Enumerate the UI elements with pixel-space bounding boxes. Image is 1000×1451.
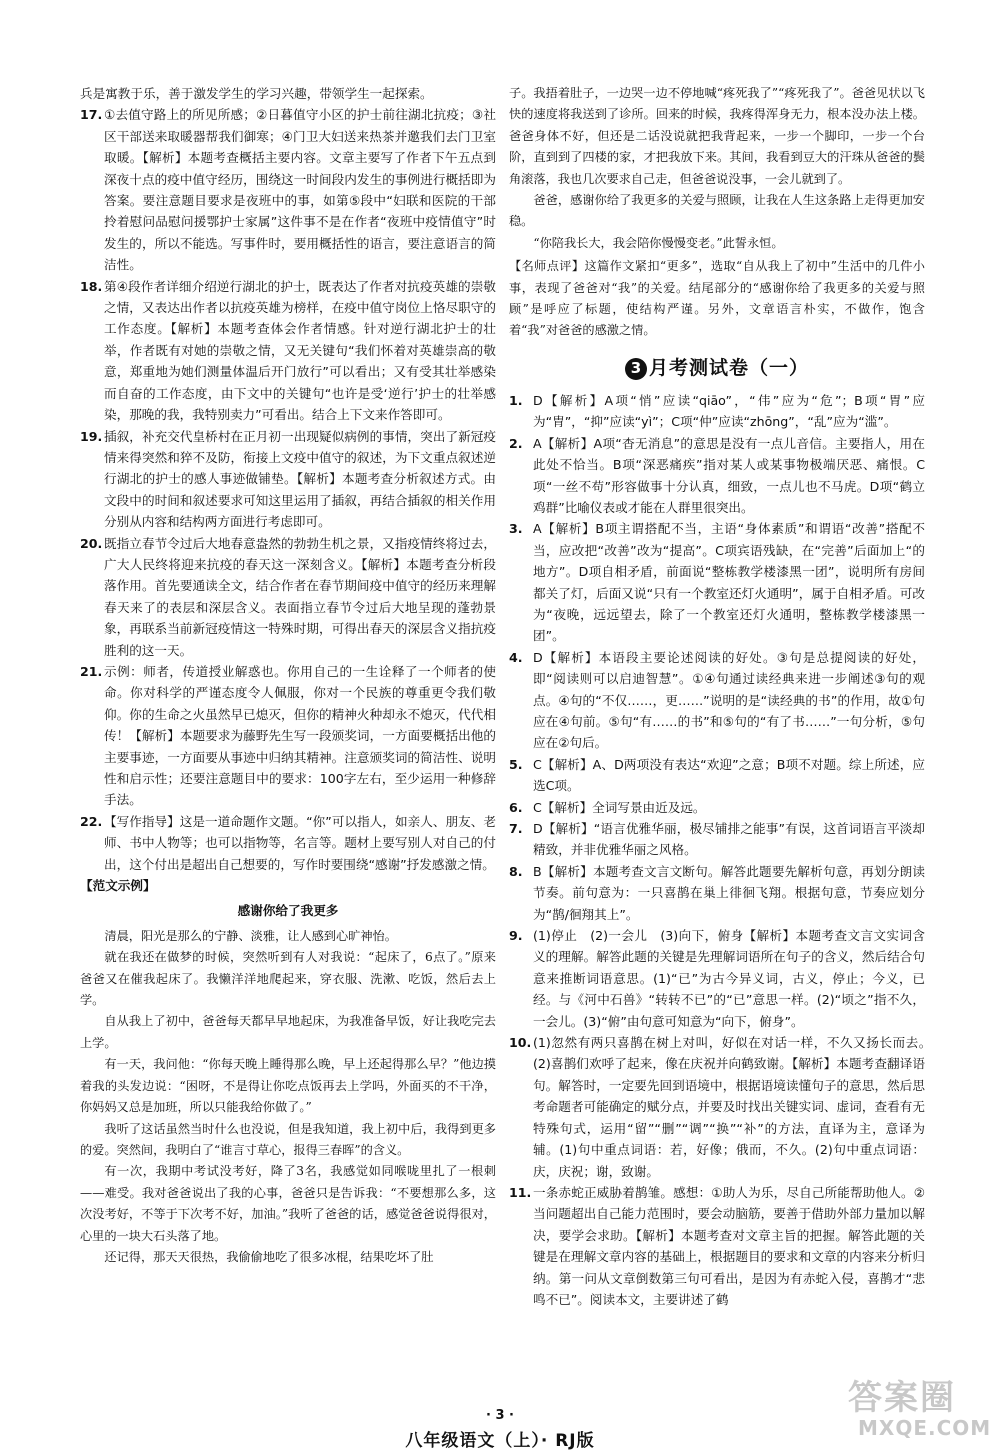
answer-17: [80, 104, 496, 275]
answer-number: 11.: [509, 1184, 532, 1200]
answer-text: 第④段作者详细介绍逆行湖北的护士，既表达了作者对抗疫英雄的崇敬之情，又表达出作者以抗疫英雄为榜样，在疫中值守岗位上恪尽职守的工作态度。【解析】本题考查体会作者情感。针对逆行湖北护士的壮举，作者既有对她的崇敬之情，又无关键句“我们怀着对英雄崇高的敬意，郑重地为她们测量体温后开门放行”可以看出；又有受其壮举感染而自奋的工作态度，由下文中的关键句“也许是受‘逆行’护士的壮举感染，那晚的我，我特别卖力”可看出。结合上下文来作答即可。: [104, 278, 496, 423]
answer-3: [509, 518, 925, 646]
answer-10: [509, 1032, 938, 1182]
answer-20: [80, 533, 496, 661]
answer-1: [509, 390, 925, 433]
answer-text: C【解析】A、D两项没有表达“欢迎”之意；B项不对题。综上所述，应选C项。: [533, 756, 925, 794]
essay-paragraph: 子。我捂着肚子，一边哭一边不停地喊“疼死我了”“疼死我了”。爸爸见状以飞快的速度将我送到了诊所。回来的时候，我疼得浑身无力，根本没办法上楼。爸爸身体不好，但还是二话没说就把我背起来，一步一个脚印，一步一个台阶，直到到了四楼的家，才把我放下来。其间，我看到豆大的汗珠从爸爸的鬓角滚落，我也几次要求自己走，但爸爸说没事，一会儿就到了。: [509, 86, 925, 186]
essay-paragraph: 爸爸，感谢你给了我更多的关爱与照顾，让我在人生这条路上走得更加安稳。: [509, 193, 925, 229]
answer-number: 19.: [80, 428, 103, 444]
answer-21: [80, 661, 496, 811]
answer-text: 一条赤蛇正威胁着鹊雏。感想：①助人为乐，尽自己所能帮助他人。②当问题超出自己能力范围时，要会动脑筋，要善于借助外部力量加以解决，要学会求助。【解析】本题考查对文章主旨的把握。解答此题的关键是在理解文章内容的基础上，根据题目的要求和文章的内容来分析归纳。第一问从文章倒数第三句可看出，是因为有赤蛇入侵，喜鹊才“悲鸣不已”。阅读本文，主要讲述了鹤: [533, 1184, 925, 1307]
answer-7: [509, 818, 925, 861]
answer-text: ①去值守路上的所见所感；②日暮值守小区的护士前往湖北抗疫；③社区干部送来取暖器帮我们御寒；④门卫大妇送来热茶并邀我们去门卫室取暖。【解析】本题考查概括主要内容。文章主要写了作者下午五点到深夜十点的疫中值守经历，围绕这一时间段内发生的事例进行概括即为答案。要注意题目要求是夜班中的事，如第⑤段中“妇联和医院的干部拎着慰问品慰问援鄂护士家属”这件事不是在作者“夜班中疫情值守”时发生的，所以不能选。写事件时，要用概括性的语言，要注意语言的简洁性。: [104, 107, 496, 273]
essay-body: [80, 926, 496, 1269]
answer-22: [80, 811, 496, 875]
sample-essay-heading: 【范文示例】: [80, 878, 156, 894]
answer-text: C【解析】全词写景由近及远。: [533, 799, 706, 815]
answer-number: 21.: [80, 663, 103, 679]
answer-text: B【解析】本题考查文言文断句。解答此题要先解析句意，再划分朗读节奏。前句意为：一只喜鹊在巢上徘徊飞翔。根据句意，节奏应划分为“鹊/徊翔其上”。: [533, 863, 925, 922]
right-column: [509, 83, 938, 1310]
page-number: · 3 ·: [486, 1408, 514, 1423]
answer-number: 3.: [509, 521, 523, 537]
teacher-comment: 【名师点评】这篇作文紧扣“更多”，选取“自从我上了初中”生活中的几件小事，表现了爸爸对“我”的关爱。结尾部分的“感谢你给了我更多的关爱与照顾”是呼应了标题，使结构严谨。另外，文章语言朴实，不做作，饱含着“我”对爸爸的感激之情。: [509, 259, 925, 338]
essay-paragraph: 有一天，我问他：“你每天晚上睡得那么晚，早上还起得那么早？”他边摸着我的头发边说：“困呀，不是得让你吃点饭再去上学吗，外面买的不干净，你妈妈又总是加班，所以只能我给你做了。”: [80, 1057, 496, 1115]
section-title: [509, 358, 925, 380]
left-column: [80, 83, 496, 1268]
answer-9: [509, 925, 925, 1032]
answer-number: 5.: [509, 756, 523, 772]
answer-number: 4.: [509, 649, 523, 665]
answer-text: A【解析】B项主谓搭配不当，主语“身体素质”和谓语“改善”搭配不当，应改把“改善”改为“提高”。C项宾语残缺，在“完善”后面加上“的地方”。D项自相矛盾，前面说“整栋教学楼漆黑一团”，说明所有房间都关了灯，后面又说“只有一个教室还灯火通明”，属于自相矛盾。可改为“夜晚，远远望去，除了一个教室还灯火通明，整栋教学楼漆黑一团”。: [533, 521, 925, 644]
answer-text: (1)停止 (2)一会儿 (3)向下，俯身【解析】本题考查文言文实词含义的理解。解答此题的关键是先理解词语所在句子的含义，然后结合句意来推断词语意思。(1)“已”为古今异义词，古义，停止；今义，已经。与《河中石兽》“转转不已”的“已”意思一样。(2)“顷之”指不久，一会儿。(3)“俯”由句意可知意为“向下，俯身”。: [533, 928, 925, 1029]
essay-paragraph: 自从我上了初中，爸爸每天都早早地起床，为我准备早饭，好让我吃完去上学。: [80, 1014, 496, 1050]
watermark-logo: 答案圈: [848, 1378, 956, 1418]
answer-number: 20.: [80, 535, 103, 551]
answer-text: 示例：师者，传道授业解惑也。你用自己的一生诠释了一个师者的使命。你对科学的严谨态度令人佩服，你对一个民族的尊重更令我们敬仰。你的生命之火虽然早已熄灭，但你的精神火种却永不熄灭，代代相传！【解析】本题要求为藤野先生写一段颁奖词，一方面要概括出他的主要事迹，一方面要从事迹中归纳其精神。注意颁奖词的简洁性、说明性和启示性；还要注意题目中的要求：100字左右，至少运用一种修辞手法。: [104, 663, 496, 808]
answer-number: 22.: [80, 813, 103, 829]
essay-continued: [509, 83, 925, 254]
answer-number: 10.: [509, 1035, 532, 1051]
answer-number: 18.: [80, 278, 103, 294]
answer-number: 9.: [509, 928, 523, 944]
answer-number: 17.: [80, 107, 103, 123]
essay-paragraph: 就在我还在做梦的时候，突然听到有人对我说：“起床了，6点了。”原来爸爸又在催我起床了。我懒洋洋地爬起来，穿衣服、洗漱、吃饭，然后去上学。: [80, 950, 496, 1008]
intro-line: 兵是寓教于乐，善于激发学生的学习兴趣，带领学生一起探索。: [80, 86, 433, 101]
answer-text: D【解析】A项“悄”应读“qiāo”，“伟”应为“危”；B项“胃”应为“胄”，“抑”应读“yì”；C项“仲”应读“zhōng”，“乱”应为“滥”。: [533, 392, 925, 430]
section-number-badge: 3: [625, 358, 647, 380]
answer-number: 2.: [509, 435, 523, 451]
answer-text: 既指立春节令过后大地春意盎然的勃勃生机之景，又指疫情终将过去，广大人民终将迎来抗疫的春天这一深刻含义。【解析】本题考查分析段落作用。首先要通读全文，结合作者在春节期间疫中值守的经历来理解春天来了的表层和深层含义。表面指立春节令过后大地呈现的蓬勃景象，再联系当前新冠疫情这一特殊时期，可得出春天的深层含义指抗疫胜利的这一天。: [104, 535, 496, 658]
answer-text: 插叙，补充交代皇桥村在正月初一出现疑似病例的事情，突出了新冠疫情来得突然和猝不及防，衔接上文疫中值守的叙述，为下文重点叙述逆行湖北的护士的感人事迹做铺垫。【解析】本题考查分析叙述方式。由文段中的时间和叙述要求可知这里运用了插叙，再结合插叙的相关作用分别从内容和结构两方面进行考虑即可。: [104, 428, 496, 530]
answer-19: [80, 426, 496, 533]
book-title: 八年级语文（上）· RJ版: [405, 1431, 595, 1451]
watermark-url: MXQE.COM: [858, 1416, 992, 1440]
answer-18: [80, 276, 496, 426]
answer-6: [509, 797, 925, 818]
essay-paragraph: 有一次，我期中考试没考好，降了3名，我感觉如同喉咙里扎了一根刺——难受。我对爸爸说出了我的心事，爸爸只是告诉我：“不要想那么多，这次没考好，不等于下次考不好，加油。”我听了爸爸的话，感觉爸爸说得很对，心里的一块大石头落了地。: [80, 1164, 496, 1243]
essay-paragraph: 还记得，那天天很热，我偷偷地吃了很多冰棍，结果吃坏了肚: [104, 1249, 434, 1264]
answer-text: D【解析】本语段主要论述阅读的好处。③句是总提阅读的好处，即“阅读则可以启迪智慧”。①④句通过读经典来进一步阐述③句的观点。④句的“不仅……，更……”说明的是“读经典的书”的作用，故①句应在④句前。⑤句“有……的书”和⑤句的“有了书……”一句分析，⑤句应在②句后。: [533, 649, 925, 751]
answer-text: (1)忽然有两只喜鹊在树上对叫，好似在对话一样，不久又扬长而去。 (2)喜鹊们欢呼了起来，像在庆祝并向鹤致谢。【解析】本题考查翻译语句。解答时，一定要先回到语境中，根据语境读懂句子的意思，然后思考命题者可能确定的赋分点，并要及时找出关键实词、虚词，查看有无特殊句式，运用“留”“删”“调”“换”“补”的方法，直译为主，意译为辅。(1)句中重点词语：若，好像；俄而，不久。(2)句中重点词语：庆，庆祝；谢，致谢。: [533, 1035, 938, 1179]
answer-4: [509, 647, 925, 754]
essay-title: 感谢你给了我更多: [237, 903, 339, 919]
answer-2: [509, 433, 925, 519]
answer-number: 7.: [509, 821, 523, 836]
answer-number: 6.: [509, 799, 523, 815]
answer-text: A【解析】A项“杳无消息”的意思是没有一点儿音信。主要指人，用在此处不恰当。B项“深恶痛疾”指对某人或某事物极端厌恶、痛恨。C项“一丝不苟”形容做事十分认真，细致，一点儿也不马虎。D项“鹤立鸡群”比喻仪表或才能在人群里很突出。: [533, 435, 925, 515]
essay-paragraph: 我听了这话虽然当时什么也没说，但是我知道，我上初中后，我得到更多的爱。突然间，我明白了“谁言寸草心，报得三春晖”的含义。: [80, 1121, 496, 1157]
answer-8: [509, 861, 925, 925]
answer-5: [509, 754, 925, 797]
answer-number: 8.: [509, 863, 523, 879]
answer-number: 1.: [509, 392, 523, 408]
answer-text: D【解析】“语言优雅华丽，极尽铺排之能事”有误，这首词语言平淡却精致，并非优雅华丽之风格。: [533, 821, 925, 858]
answer-11: [509, 1182, 925, 1310]
watermark: [840, 1370, 990, 1442]
section-title-text: 月考测试卷（一）: [648, 357, 809, 380]
essay-paragraph: 清晨，阳光是那么的宁静、淡雅，让人感到心旷神怡。: [104, 928, 397, 943]
answer-text: 【写作指导】这是一道命题作文题。“你”可以指人，如亲人、朋友、老师、书中人物等；也可以指物等，名言等。题材上要写别人对自己的付出，这个付出是超出自己想要的，写作时要围绕“感谢”抒发感激之情。: [104, 813, 496, 872]
essay-paragraph: “你陪我长大，我会陪你慢慢变老。”此誓永恒。: [533, 235, 784, 250]
